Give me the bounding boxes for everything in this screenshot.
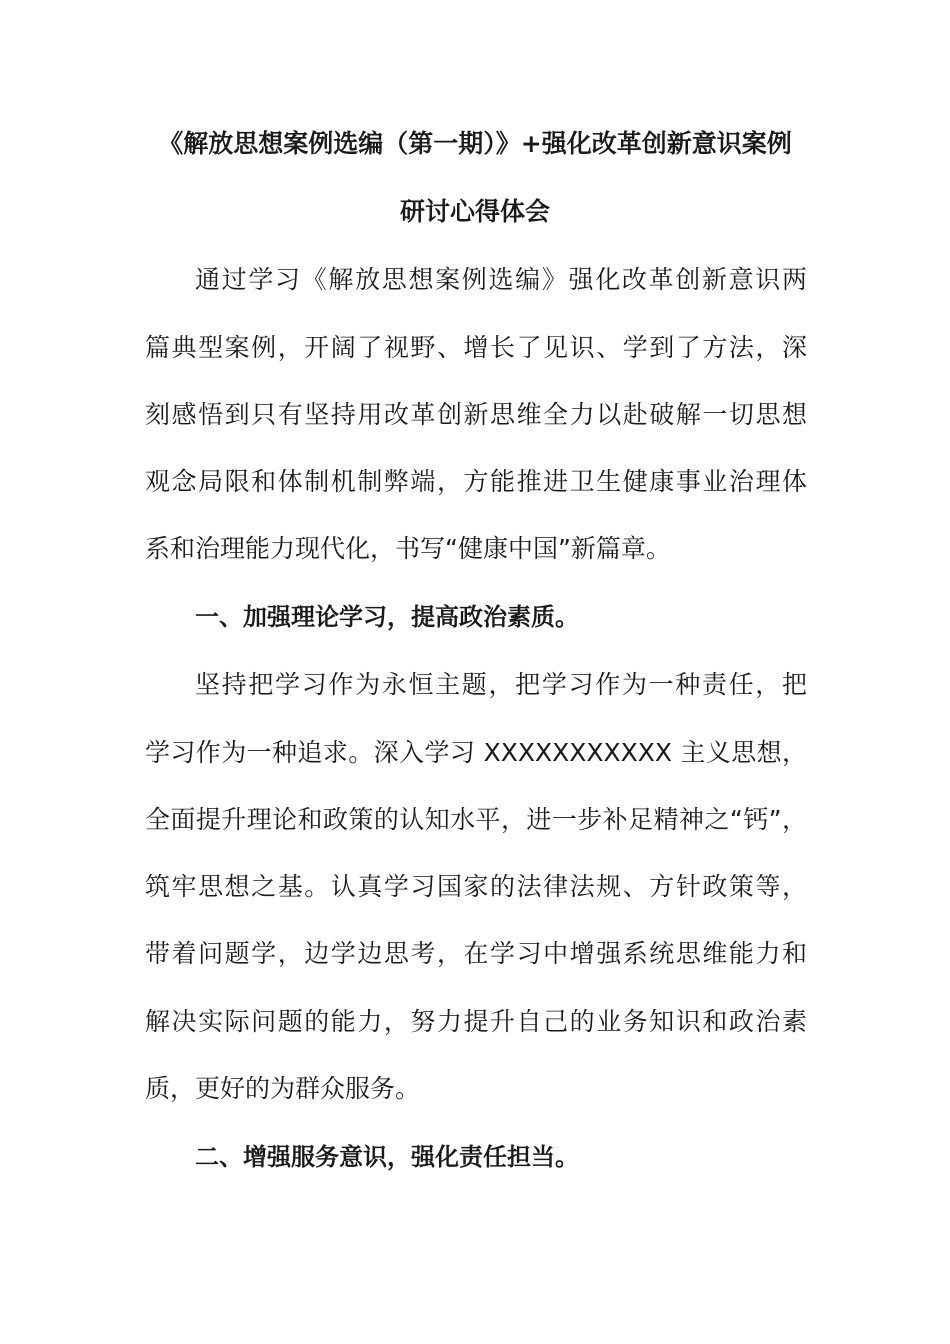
paragraph-line: 刻感悟到只有坚持用改革创新思维全力以赴破解一切思想 bbox=[145, 400, 807, 429]
document-title-line-2: 研讨心得体会 bbox=[399, 197, 550, 226]
paragraph-line: 带着问题学，边学边思考，在学习中增强系统思维能力和 bbox=[145, 939, 807, 968]
section-heading-2: 二、增强服务意识，强化责任担当。 bbox=[195, 1143, 579, 1171]
paragraph-line: 观念局限和体制机制弊端，方能推进卫生健康事业治理体 bbox=[145, 467, 807, 496]
paragraph-line: 筑牢思想之基。认真学习国家的法律法规、方针政策等， bbox=[145, 872, 807, 901]
document-title-line-1: 《解放思想案例选编（第一期）》+强化改革创新意识案例 bbox=[158, 129, 792, 158]
paragraph-line: 坚持把学习作为永恒主题，把学习作为一种责任，把 bbox=[195, 670, 807, 699]
paragraph-line: 篇典型案例，开阔了视野、增长了见识、学到了方法，深 bbox=[145, 333, 807, 362]
paragraph-line: 质，更好的为群众服务。 bbox=[145, 1074, 421, 1103]
paragraph-line: 全面提升理论和政策的认知水平，进一步补足精神之“钙”， bbox=[145, 805, 807, 834]
paragraph-line: 学习作为一种追求。深入学习 XXXXXXXXXXX 主义思想， bbox=[145, 738, 807, 767]
paragraph-line: 通过学习《解放思想案例选编》强化改革创新意识两 bbox=[195, 265, 807, 294]
paragraph-line: 系和治理能力现代化，书写“健康中国”新篇章。 bbox=[145, 534, 671, 563]
section-heading-1: 一、加强理论学习，提高政治素质。 bbox=[195, 603, 579, 631]
paragraph-line: 解决实际问题的能力，努力提升自己的业务知识和政治素 bbox=[145, 1007, 807, 1036]
